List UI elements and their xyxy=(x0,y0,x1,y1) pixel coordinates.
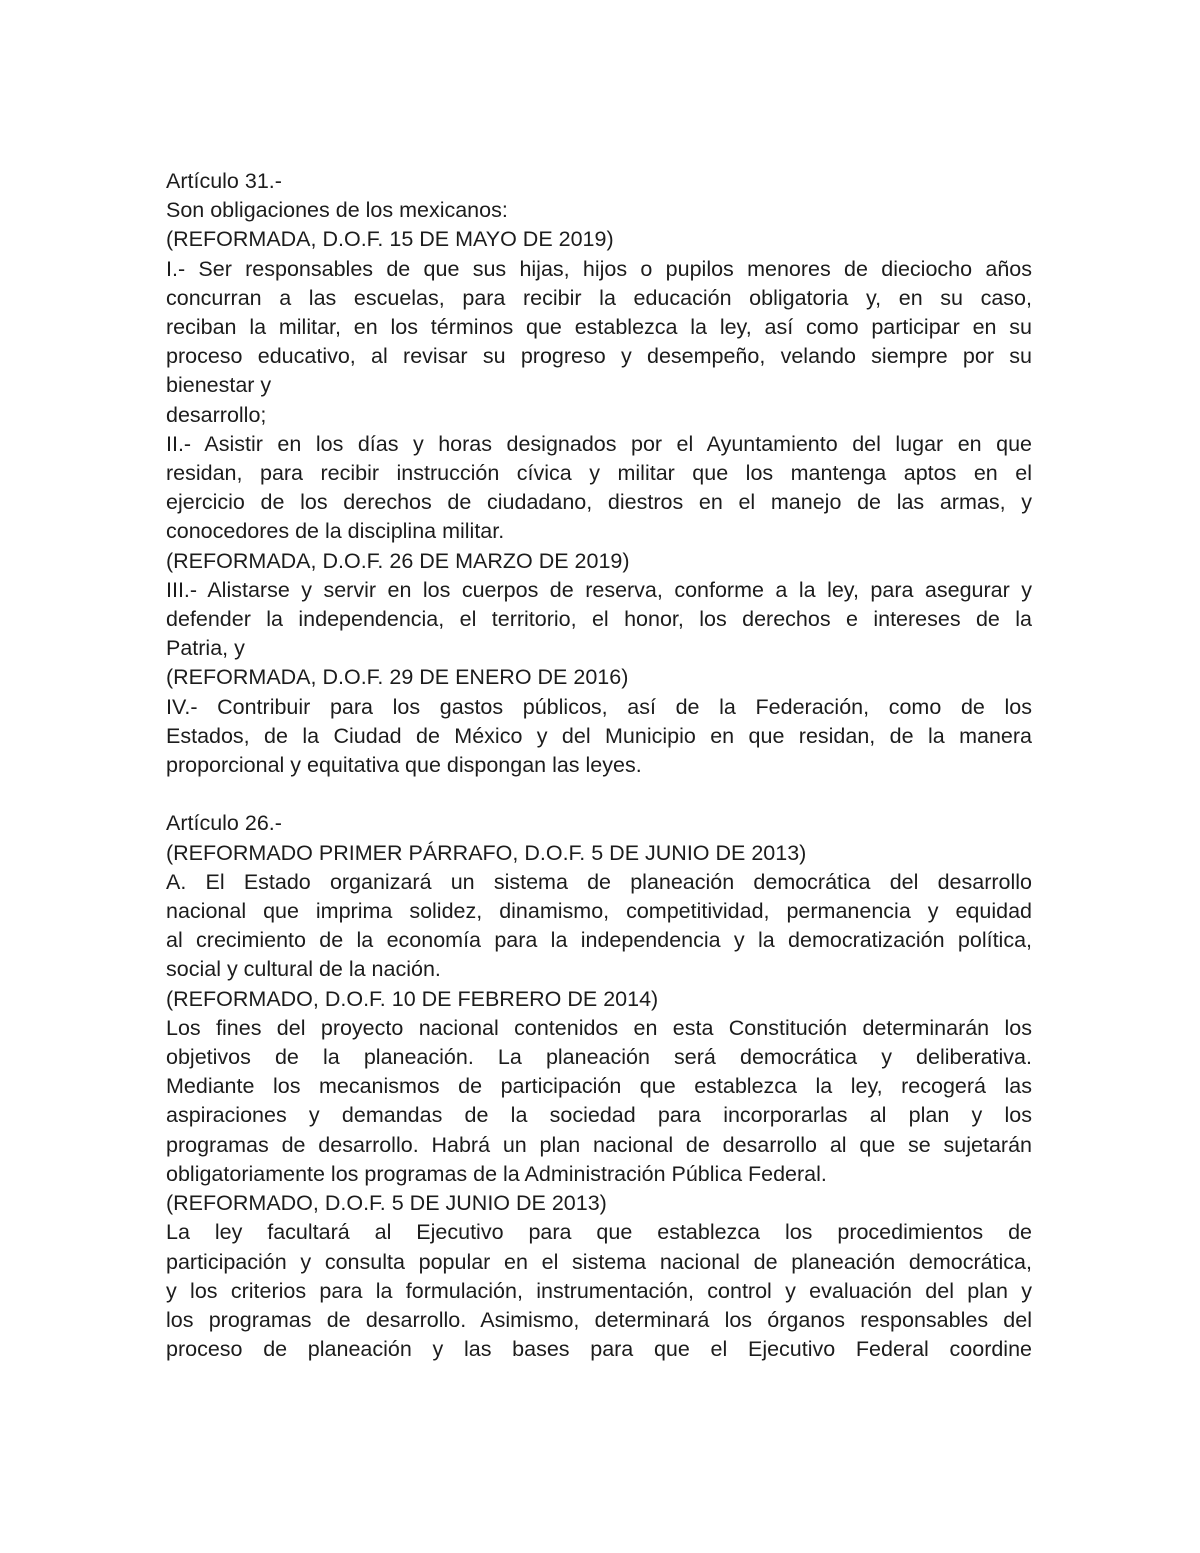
text-line: I.- Ser responsables de que sus hijas, hijos o pupilos menores de dieciocho años xyxy=(166,256,1032,281)
reform-note: (REFORMADO, D.O.F. 5 DE JUNIO DE 2013) xyxy=(166,1191,607,1216)
text-line: proceso educativo, al revisar su progreso y desempeño, velando siempre por su xyxy=(166,344,1032,369)
article-26 xyxy=(166,809,1032,1364)
text-line: social y cultural de la nación. xyxy=(166,957,441,982)
text-line: La ley facultará al Ejecutivo para que establezca los procedimientos de xyxy=(166,1220,1032,1245)
paragraph-3 xyxy=(166,1218,1032,1364)
text-line: residan, para recibir instrucción cívica y militar que los mantenga aptos en el xyxy=(166,461,1032,486)
reform-note: (REFORMADA, D.O.F. 15 DE MAYO DE 2019) xyxy=(166,227,614,252)
article-heading: Artículo 31.- xyxy=(166,169,282,193)
fraction-ii xyxy=(166,430,1032,547)
reform-note: (REFORMADA, D.O.F. 26 DE MARZO DE 2019) xyxy=(166,548,630,573)
reform-note: (REFORMADA, D.O.F. 29 DE ENERO DE 2016) xyxy=(166,665,629,690)
section-a xyxy=(166,868,1032,985)
text-line: objetivos de la planeación. La planeación será democrática y deliberativa. xyxy=(166,1045,1032,1070)
text-line: desarrollo; xyxy=(166,402,267,427)
text-line: aspiraciones y demandas de la sociedad para incorporarlas al plan y los xyxy=(166,1103,1032,1128)
text-line: participación y consulta popular en el sistema nacional de planeación democrática, xyxy=(166,1249,1032,1274)
text-line: conocedores de la disciplina militar. xyxy=(166,519,505,544)
text-line: III.- Alistarse y servir en los cuerpos de reserva, conforme a la ley, para asegurar y xyxy=(166,577,1032,602)
article-intro: Son obligaciones de los mexicanos: xyxy=(166,198,508,223)
text-line: ejercicio de los derechos de ciudadano, diestros en el manejo de las armas, y xyxy=(166,490,1032,515)
fraction-i xyxy=(166,255,1032,430)
text-line: Patria, y xyxy=(166,636,245,661)
reform-note: (REFORMADO PRIMER PÁRRAFO, D.O.F. 5 DE JUNIO DE 2013) xyxy=(166,840,807,865)
fraction-iv xyxy=(166,693,1032,781)
text-line: reciban la militar, en los términos que establezca la ley, así como participar en su xyxy=(166,315,1032,340)
article-heading: Artículo 26.- xyxy=(166,811,282,836)
text-line: y los criterios para la formulación, instrumentación, control y evaluación del plan y xyxy=(166,1278,1032,1303)
text-line: concurran a las escuelas, para recibir la educación obligatoria y, en su caso, xyxy=(166,285,1032,310)
text-line: A. El Estado organizará un sistema de planeación democrática del desarrollo xyxy=(166,869,1032,894)
text-line: nacional que imprima solidez, dinamismo, competitividad, permanencia y equidad xyxy=(166,899,1032,924)
article-31 xyxy=(166,167,1032,780)
text-line: Los fines del proyecto nacional contenidos en esta Constitución determinarán los xyxy=(166,1015,1032,1040)
text-line: Mediante los mecanismos de participación que establezca la ley, recogerá las xyxy=(166,1074,1032,1099)
text-line: proporcional y equitativa que dispongan las leyes. xyxy=(166,753,642,778)
text-line: defender la independencia, el territorio, el honor, los derechos e intereses de la xyxy=(166,607,1032,632)
reform-note: (REFORMADO, D.O.F. 10 DE FEBRERO DE 2014) xyxy=(166,986,659,1011)
text-line: programas de desarrollo. Habrá un plan nacional de desarrollo al que se sujetarán xyxy=(166,1132,1032,1157)
text-line: al crecimiento de la economía para la independencia y la democratización política, xyxy=(166,928,1032,953)
text-line: IV.- Contribuir para los gastos públicos, así de la Federación, como de los xyxy=(166,694,1032,719)
paragraph-2 xyxy=(166,1014,1032,1189)
text-line: bienestar y xyxy=(166,373,272,398)
paragraph-gap xyxy=(166,780,1032,809)
document-page xyxy=(166,167,1032,1364)
text-line: II.- Asistir en los días y horas designados por el Ayuntamiento del lugar en que xyxy=(166,431,1032,456)
text-line: proceso de planeación y las bases para que el Ejecutivo Federal coordine xyxy=(166,1337,1032,1362)
text-line: los programas de desarrollo. Asimismo, determinará los órganos responsables del xyxy=(166,1307,1032,1332)
text-line: obligatoriamente los programas de la Administración Pública Federal. xyxy=(166,1161,827,1186)
text-line: Estados, de la Ciudad de México y del Municipio en que residan, de la manera xyxy=(166,723,1032,748)
fraction-iii xyxy=(166,576,1032,664)
